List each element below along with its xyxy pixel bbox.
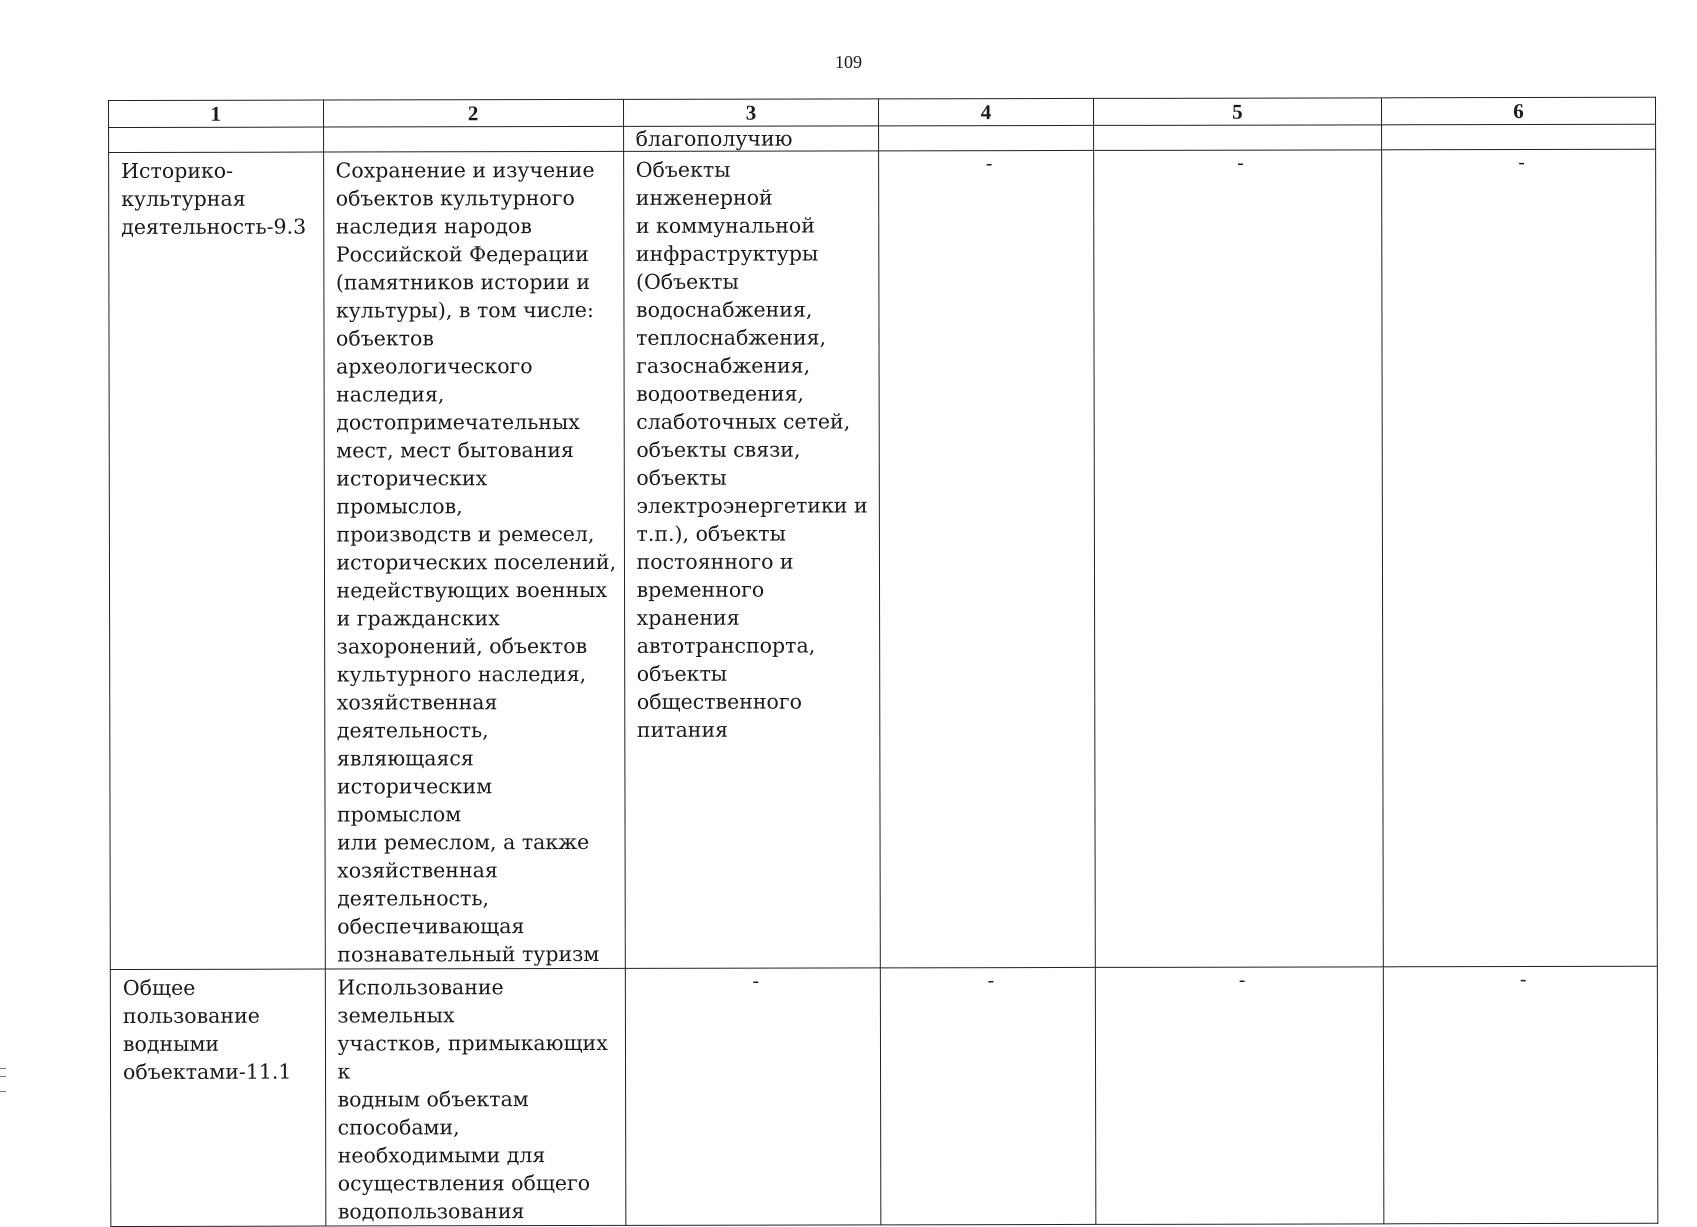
land-use-table — [108, 97, 1658, 1227]
table-cell — [1381, 149, 1657, 967]
empty-value-dash: - — [1238, 967, 1246, 992]
empty-value-dash: - — [1237, 150, 1244, 175]
table-cell — [623, 151, 880, 969]
continued-text: благополучию — [635, 126, 793, 151]
use-type-description: Использование земельных участков, примыкающих к водным объектам способами, необходимыми для осуществления общего водопользования — [337, 975, 608, 1224]
table-cell — [110, 969, 325, 1226]
table-cell — [623, 126, 879, 152]
table-row — [109, 149, 1658, 969]
column-header-6: 6 — [1381, 97, 1655, 125]
empty-value-dash: - — [1519, 967, 1527, 992]
page-number: 109 — [835, 52, 862, 72]
table-cell — [1095, 967, 1384, 1225]
table-cell — [109, 127, 324, 152]
table-row — [110, 966, 1658, 1226]
empty-value-dash: - — [1518, 150, 1525, 175]
table-cell — [625, 968, 881, 1226]
table-cell — [1381, 124, 1655, 150]
empty-value-dash: - — [987, 968, 995, 993]
table-cell — [881, 967, 1096, 1224]
scan-margin-mark — [0, 1068, 6, 1092]
use-type-name: Общее пользование водными объектами-11.1 — [122, 975, 292, 1084]
table-cell — [879, 125, 1094, 150]
table-cell — [325, 968, 626, 1226]
column-header-5: 5 — [1093, 98, 1381, 126]
use-type-name: Историко- культурная деятельность-9.3 — [121, 158, 307, 239]
empty-value-dash: - — [752, 968, 760, 993]
table-cell — [1383, 966, 1658, 1224]
empty-value-dash: - — [985, 151, 993, 176]
table-cell — [879, 150, 1095, 967]
table-cell — [323, 126, 623, 152]
table-cell — [109, 152, 325, 969]
column-header-4: 4 — [879, 98, 1094, 125]
continuation-row — [109, 124, 1656, 152]
column-header-3: 3 — [623, 99, 879, 127]
permitted-objects: Объекты инженерной и коммунальной инфраструктуры (Объекты водоснабжения, теплоснабжения, газоснабжения, водоотведения, слаботочных сетей, объекты связи, объекты электроэнергетики и т.п.), объекты постоянного и временного хранения автотранспорта, объекты общественного питания — [635, 157, 868, 742]
table-cell — [1093, 150, 1383, 968]
table-cell — [323, 151, 625, 969]
header-row — [109, 97, 1656, 127]
use-type-description: Сохранение и изучение объектов культурного наследия народов Российской Федерации (памятников истории и культуры), в том числе: объектов археологического наследия, достопримечательных мест, мест бытования исторических промыслов, производств и ремесел, исторических поселений, недействующих военных и гражданских захоронений, объектов культурного наследия, хозяйственная деятельность, являющаяся историческим промыслом или ремеслом, а также хозяйственная деятельность, обеспечивающая познавательный туризм — [335, 157, 617, 967]
column-header-2: 2 — [323, 99, 623, 127]
column-header-1: 1 — [109, 100, 324, 127]
table-cell — [1093, 125, 1381, 151]
